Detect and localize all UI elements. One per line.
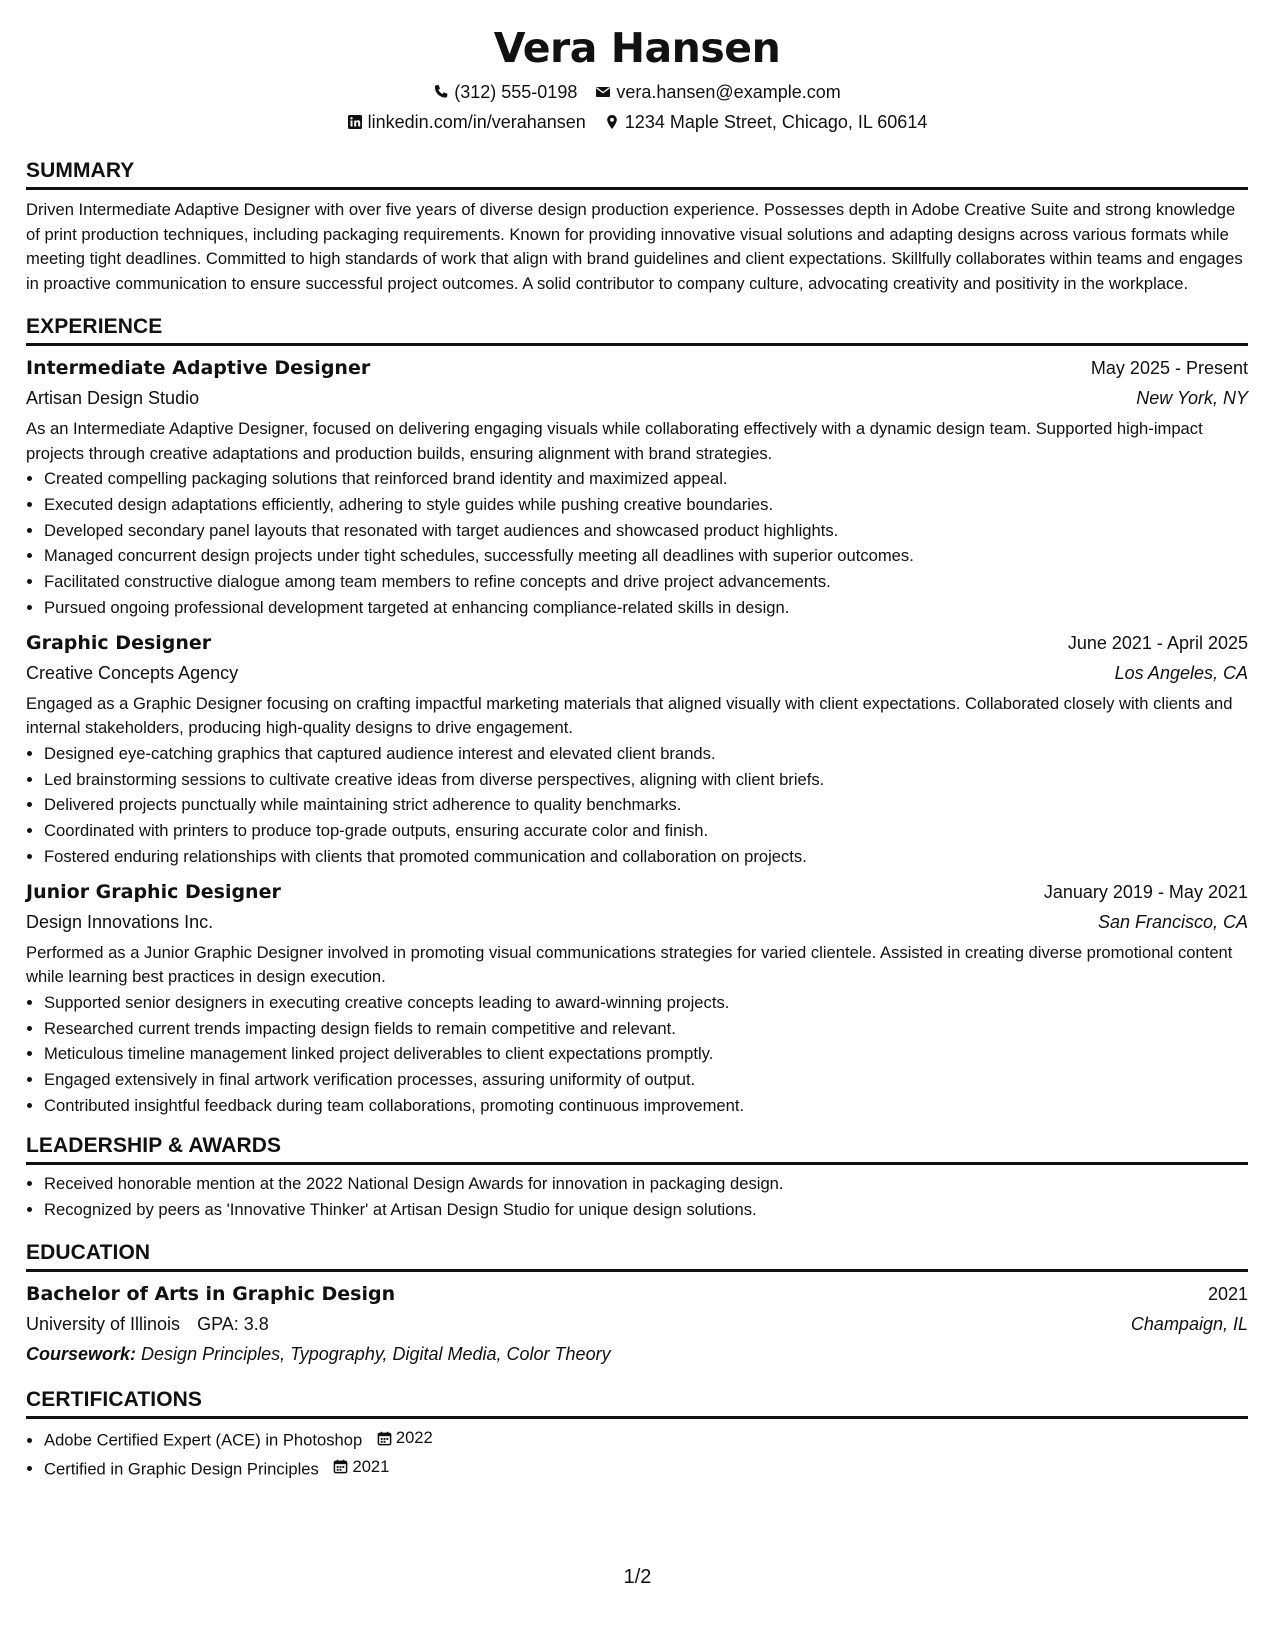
leadership-section bbox=[26, 1133, 1248, 1223]
section-title: LEADERSHIP & AWARDS bbox=[26, 1133, 1248, 1165]
list-item: • Contributed insightful feedback during team collaborations, promoting continuous improvement. bbox=[44, 1093, 1248, 1119]
job-title: Intermediate Adaptive Designer bbox=[26, 357, 371, 379]
education-header bbox=[26, 1279, 1248, 1309]
phone-icon bbox=[433, 84, 449, 100]
phone-contact bbox=[433, 80, 577, 104]
graduation-year: 2021 bbox=[1207, 1284, 1248, 1305]
linkedin-contact[interactable] bbox=[347, 110, 586, 134]
map-pin-icon bbox=[604, 114, 620, 130]
list-item: • Delivered projects punctually while maintaining strict adherence to quality benchmarks. bbox=[44, 792, 1248, 818]
job-description: Engaged as a Graphic Designer focusing on crafting impactful marketing materials that aligned visually with client expectations. Collaborated closely with clients and internal stakeholders, producing high-quality designs to drive engagement. bbox=[26, 693, 1233, 738]
certification-year: 2022 bbox=[395, 1428, 433, 1448]
email-contact[interactable] bbox=[595, 80, 840, 104]
list-item: • Pursued ongoing professional development targeted at enhancing compliance-related skills in design. bbox=[44, 595, 1248, 621]
job-company: Creative Concepts Agency bbox=[26, 662, 239, 683]
contact-line-1 bbox=[26, 80, 1248, 104]
list-item: • Facilitated constructive dialogue among team members to refine concepts and drive project advancements. bbox=[44, 569, 1248, 595]
job-dates: January 2019 - May 2021 bbox=[1043, 881, 1248, 902]
envelope-icon bbox=[595, 84, 611, 100]
job-company: Artisan Design Studio bbox=[26, 388, 200, 408]
section-title: CERTIFICATIONS bbox=[26, 1387, 1248, 1419]
job-location: Los Angeles, CA bbox=[1114, 662, 1248, 683]
coursework-text: Design Principles, Typography, Digital Media, Color Theory bbox=[141, 1344, 611, 1365]
experience-section bbox=[26, 314, 1248, 1119]
calendar-icon bbox=[333, 1459, 348, 1474]
job-entry bbox=[26, 877, 1248, 1119]
job-subheader bbox=[26, 907, 1248, 937]
linkedin-icon bbox=[347, 114, 363, 130]
list-item bbox=[44, 1454, 1248, 1482]
list-item: • Received honorable mention at the 2022 National Design Awards for innovation in packaging design. bbox=[44, 1171, 1248, 1197]
job-header bbox=[26, 353, 1248, 383]
linkedin-text[interactable]: linkedin.com/in/verahansen bbox=[367, 112, 586, 132]
school-location: Champaign, IL bbox=[1130, 1314, 1248, 1335]
list-item: • Fostered enduring relationships with clients that promoted communication and collaboration on projects. bbox=[44, 844, 1248, 870]
job-dates: May 2025 - Present bbox=[1090, 358, 1248, 378]
education-entry bbox=[26, 1279, 1248, 1369]
summary-text: Driven Intermediate Adaptive Designer with over five years of diverse design production experience. Possesses depth in Adobe Creative Suite and strong knowledge of print production techniques, including packaging requirements. Known for providing innovative visual solutions and adapting designs across various formats while meeting tight deadlines. Committed to high standards of work that align with brand guidelines and client expectations. Skillfully collaborates within teams and engages in proactive communication to ensure successful project outcomes. A solid contributor to company culture, advocating creativity and positivity in the workplace. bbox=[26, 200, 1243, 293]
list-item: • Created compelling packaging solutions that reinforced brand identity and maximized appeal. bbox=[44, 466, 1248, 492]
job-location: San Francisco, CA bbox=[1097, 911, 1248, 932]
school-info bbox=[26, 1309, 269, 1339]
list-item: • Managed concurrent design projects under tight schedules, successfully meeting all deadlines with superior outcomes. bbox=[44, 543, 1248, 569]
address-text: 1234 Maple Street, Chicago, IL 60614 bbox=[624, 112, 928, 132]
job-bullets bbox=[26, 741, 1248, 870]
list-item: • Researched current trends impacting design fields to remain competitive and relevant. bbox=[44, 1016, 1248, 1042]
list-item: • Engaged extensively in final artwork verification processes, assuring uniformity of output. bbox=[44, 1067, 1248, 1093]
certification-year: 2021 bbox=[352, 1456, 390, 1476]
email-text[interactable]: vera.hansen@example.com bbox=[616, 82, 841, 102]
job-company: Design Innovations Inc. bbox=[26, 911, 214, 932]
job-title: Graphic Designer bbox=[26, 631, 212, 654]
certification-date bbox=[377, 1425, 433, 1451]
calendar-icon bbox=[377, 1431, 392, 1446]
certification-name: Adobe Certified Expert (ACE) in Photoshop bbox=[44, 1430, 363, 1450]
certification-list bbox=[26, 1425, 1248, 1481]
certifications-section bbox=[26, 1387, 1248, 1481]
resume-page bbox=[26, 18, 1248, 1482]
award-list bbox=[26, 1171, 1248, 1223]
section-title: EDUCATION bbox=[26, 1240, 1248, 1272]
job-bullets bbox=[26, 990, 1248, 1119]
resume-header bbox=[26, 22, 1248, 134]
job-header bbox=[26, 877, 1248, 907]
education-section bbox=[26, 1240, 1248, 1369]
degree: Bachelor of Arts in Graphic Design bbox=[26, 1283, 396, 1306]
job-header bbox=[26, 628, 1248, 658]
list-item: • Supported senior designers in executing creative concepts leading to award-winning projects. bbox=[44, 990, 1248, 1016]
gpa: GPA: 3.8 bbox=[197, 1314, 269, 1335]
list-item: • Recognized by peers as 'Innovative Thinker' at Artisan Design Studio for unique design solutions. bbox=[44, 1197, 1248, 1223]
summary-section bbox=[26, 158, 1248, 296]
coursework bbox=[26, 1339, 1248, 1369]
job-location: New York, NY bbox=[1136, 388, 1248, 408]
phone-text: (312) 555-0198 bbox=[454, 82, 578, 102]
list-item bbox=[44, 1425, 1248, 1453]
list-item: • Coordinated with printers to produce top-grade outputs, ensuring accurate color and finish. bbox=[44, 818, 1248, 844]
job-title: Junior Graphic Designer bbox=[26, 880, 281, 903]
job-description: As an Intermediate Adaptive Designer, focused on delivering engaging visuals while collaborating effectively with a dynamic design team. Supported high-impact projects through creative adaptations and production builds, ensuring alignment with brand strategies. bbox=[26, 419, 1203, 463]
list-item: • Designed eye-catching graphics that captured audience interest and elevated client brands. bbox=[44, 741, 1248, 767]
list-item: • Executed design adaptations efficiently, adhering to style guides while pushing creative boundaries. bbox=[44, 492, 1248, 518]
coursework-label: Coursework: bbox=[26, 1344, 137, 1365]
page-number: 1/2 bbox=[623, 1566, 652, 1588]
job-dates: June 2021 - April 2025 bbox=[1067, 632, 1248, 653]
job-subheader bbox=[26, 658, 1248, 688]
job-entry bbox=[26, 628, 1248, 870]
list-item: • Led brainstorming sessions to cultivate creative ideas from diverse perspectives, aligning with client briefs. bbox=[44, 767, 1248, 793]
list-item: • Developed secondary panel layouts that resonated with target audiences and showcased product highlights. bbox=[44, 518, 1248, 544]
section-title: SUMMARY bbox=[26, 158, 1248, 190]
address-contact bbox=[604, 110, 928, 134]
list-item: • Meticulous timeline management linked project deliverables to client expectations promptly. bbox=[44, 1041, 1248, 1067]
school-name: University of Illinois bbox=[26, 1314, 181, 1335]
certification-date bbox=[333, 1454, 389, 1480]
section-title: EXPERIENCE bbox=[26, 314, 1248, 346]
contact-line-2 bbox=[26, 110, 1248, 134]
job-bullets bbox=[26, 466, 1248, 621]
education-subheader bbox=[26, 1309, 1248, 1339]
job-subheader bbox=[26, 383, 1248, 413]
job-entry bbox=[26, 353, 1248, 621]
certification-name: Certified in Graphic Design Principles bbox=[44, 1458, 319, 1478]
job-description: Performed as a Junior Graphic Designer involved in promoting visual communications strategies for varied clientele. Assisted in creating diverse promotional content while learning best practices in design execution. bbox=[26, 942, 1233, 987]
candidate-name: Vera Hansen bbox=[493, 24, 781, 72]
